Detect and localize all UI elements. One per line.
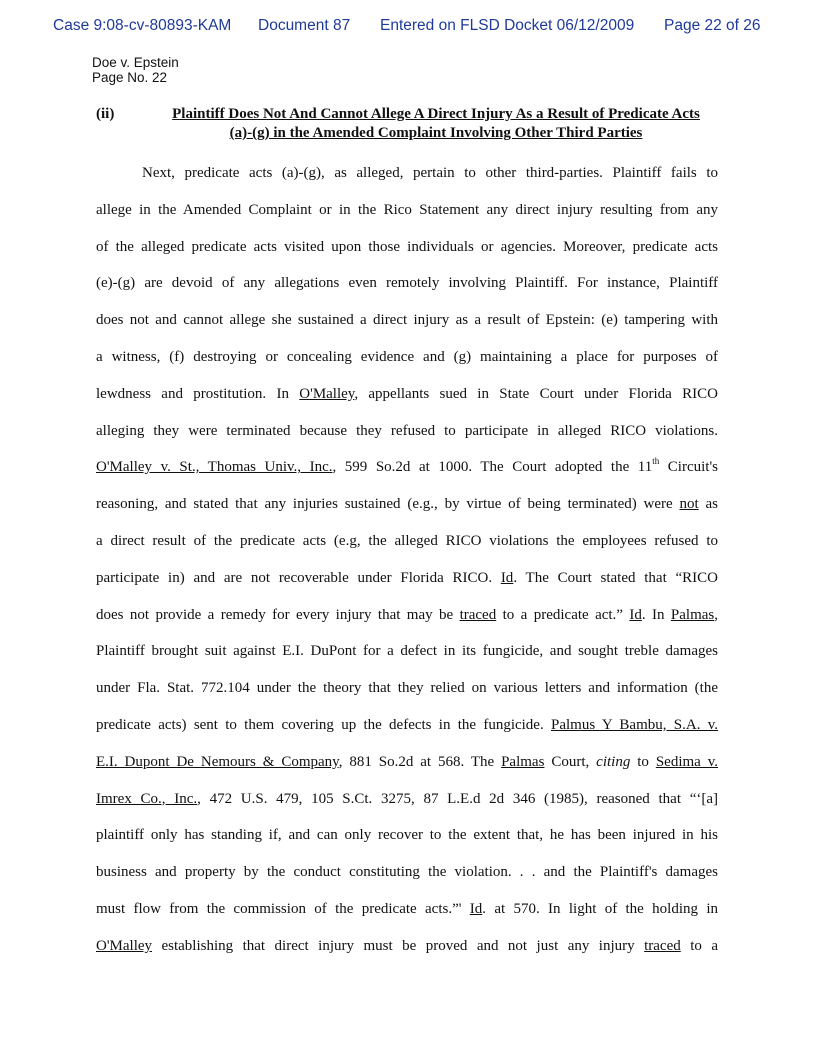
text-line [96,265,718,302]
text: (e)-(g) are devoid of any allegations even remotely involving Plaintiff. For instance, Plaintiff [96,275,718,292]
case-citation: O'Malley v. St., Thomas Univ., Inc. [96,459,333,476]
text-line [96,707,718,744]
text: plaintiff only has standing if, and can only recover to the extent that, he has been injured in his [96,827,718,844]
text: of the alleged predicate acts visited upon those individuals or agencies. Moreover, predicate acts [96,238,718,255]
case-citation: O'Malley [96,937,153,954]
text-line [96,781,718,818]
text: to a [680,937,718,954]
section-title [146,105,726,143]
text: , [714,606,718,623]
case-citation: Imrex Co., Inc. [96,790,198,807]
case-citation: Id [629,606,642,623]
text-line [96,597,718,634]
page-caption [92,55,179,85]
text-line [96,376,718,413]
body-paragraph [96,155,718,965]
text: to [630,753,656,770]
text: under Fla. Stat. 772.104 under the theory that they relied on various letters and information (the [96,680,718,697]
text: must flow from the commission of the predicate acts.”' [96,900,470,917]
text: Court, [544,753,597,770]
text: participate in) and are not recoverable under Florida RICO. [96,569,501,586]
text: , 599 So.2d at 1000. The Court adopted the 11 [332,459,653,476]
emphasis: traced [644,937,681,954]
text-line [96,413,718,450]
text: , 881 So.2d at 568. The [338,753,502,770]
text-line [96,891,718,928]
text: does not provide a remedy for every injury that may be [96,606,460,623]
case-citation: Palmas [501,753,545,770]
text-line [96,339,718,376]
section-title-line-1: Plaintiff Does Not And Cannot Allege A Direct Injury As a Result of Predicate Acts [172,106,700,122]
text-line [96,817,718,854]
case-citation: Id [469,900,483,917]
emphasis: not [679,496,699,513]
section-title-line-2: (a)-(g) in the Amended Complaint Involving Other Third Parties [229,125,643,141]
text: as [698,496,718,513]
page-count: Page 22 of 26 [664,17,761,34]
page-number: Page No. 22 [92,70,168,85]
case-caption: Doe v. Epstein [92,55,179,70]
text-line [96,633,718,670]
text-line [96,854,718,891]
emphasis: traced [459,606,497,623]
text: . The Court stated that “RICO [513,569,718,586]
text-line [96,928,718,965]
text-line [96,302,718,339]
text: does not and cannot allege she sustained a direct injury as a result of Epstein: (e) tampering with [96,312,718,329]
text: reasoning, and stated that any injuries sustained (e.g., by virtue of being terminated) were [96,496,680,513]
ordinal-suffix: th [652,456,660,467]
text: allege in the Amended Complaint or in the Rico Statement any direct injury resulting from any [96,201,718,218]
text: . at 570. In light of the holding in [482,900,718,917]
case-number: Case 9:08-cv-80893-KAM [53,17,232,34]
text-line [96,670,718,707]
case-citation: Palmas [670,606,715,623]
text: Plaintiff brought suit against E.I. DuPont for a defect in its fungicide, and sought treble damages [96,643,718,660]
case-citation: O'Malley [299,385,355,402]
text-line [96,192,718,229]
text: predicate acts) sent to them covering up the defects in the fungicide. [96,716,551,733]
text: . In [641,606,671,623]
text: business and property by the conduct constituting the violation. . . and the Plaintiff's damages [96,864,718,881]
text-line [96,155,718,192]
docket-entry: Entered on FLSD Docket 06/12/2009 [380,17,635,34]
text: alleging they were terminated because they refused to participate in alleged RICO violations. [96,422,718,439]
case-citation: Id [500,569,514,586]
text: establishing that direct injury must be proved and not just any injury [152,937,645,954]
text: , 472 U.S. 479, 105 S.Ct. 3275, 87 L.E.d 2d 346 (1985), reasoned that “‘[a] [197,790,718,807]
text: , appellants sued in State Court under Florida RICO [354,385,718,402]
text-line [96,560,718,597]
text: a direct result of the predicate acts (e.g, the alleged RICO violations the employees refused to [96,532,718,549]
text: lewdness and prostitution. In [96,385,300,402]
text: to a predicate act.” [496,606,630,623]
text: Next, predicate acts (a)-(g), as alleged, pertain to other third-parties. Plaintiff fails to [142,165,718,181]
case-citation: Palmus Y Bambu, S.A. v. [551,716,718,733]
document-number: Document 87 [258,17,351,34]
text: a witness, (f) destroying or concealing evidence and (g) maintaining a place for purposes of [96,348,718,365]
signal-word: citing [596,753,631,770]
section-number: (ii) [96,106,115,122]
text-line [96,449,718,486]
text: Circuit's [659,459,719,476]
case-citation: E.I. Dupont De Nemours & Company [96,753,339,770]
case-citation: Sedima v. [655,753,719,770]
text-line [96,744,718,781]
text-line [96,229,718,266]
text-line [96,523,718,560]
text-line [96,486,718,523]
